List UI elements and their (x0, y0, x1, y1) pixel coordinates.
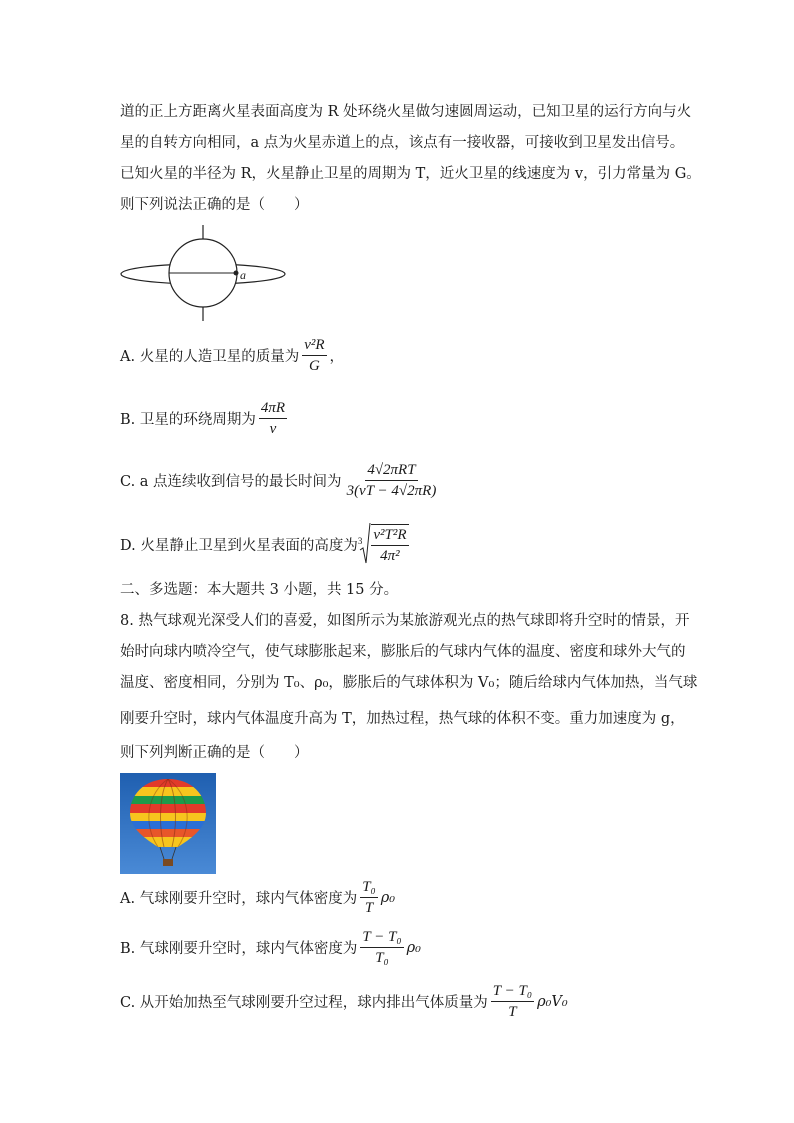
q7-option-a-tail: ， (329, 349, 345, 365)
fraction-numerator: 4πR (259, 399, 287, 419)
q8-option-c-fraction (491, 982, 534, 1021)
fraction-denominator: T₀ (375, 950, 389, 966)
q8-option-a-fraction (360, 878, 378, 917)
q8-option-c (120, 982, 568, 1021)
q8-option-b (120, 928, 421, 967)
mars-orbit-figure (115, 222, 295, 326)
q7-text-line-4: 则下列说法正确的是（ ） (120, 197, 309, 213)
q8-text-line-4: 刚要升空时，球内气体温度升高为 T，加热过程，热气球的体积不变。重力加速度为 g， (120, 711, 685, 727)
fraction-numerator: v²T²R (371, 526, 408, 546)
q8-option-c-text: C. 从开始加热至气球刚要升空过程，球内排出气体质量为 (120, 995, 488, 1011)
hot-air-balloon-image (120, 773, 216, 874)
q8-option-b-text: B. 气球刚要升空时，球内气体密度为 (120, 941, 358, 957)
q7-option-a-text: A. 火星的人造卫星的质量为 (120, 349, 300, 365)
q7-option-d-text: D. 火星静止卫星到火星表面的高度为 (120, 537, 358, 554)
section-title: 二、多选题：本大题共 3 小题，共 15 分。 (120, 582, 399, 598)
fraction-numerator: v²R (302, 336, 326, 356)
fraction-denominator: v (269, 421, 277, 437)
fraction-denominator: 4π² (380, 547, 400, 564)
q7-option-b-fraction (259, 399, 287, 438)
fraction-denominator: T (364, 900, 374, 916)
q8-option-b-tail: ρ₀ (406, 939, 421, 956)
fraction-denominator: 3(vT − 4√2πR) (346, 483, 437, 499)
fraction-numerator: T₀ (360, 878, 378, 898)
q7-option-d-fraction (371, 524, 408, 565)
q8-text-line-2: 始时向球内喷冷空气，使气球膨胀起来，膨胀后的气球内气体的温度、密度和球外大气的 (120, 644, 686, 660)
fraction-denominator: T (508, 1004, 517, 1020)
q7-option-d (120, 522, 412, 566)
cube-root (358, 522, 412, 566)
q7-text-line-3: 已知火星的半径为 R，火星静止卫星的周期为 T，近火卫星的线速度为 v，引力常量为 G。 (120, 166, 701, 182)
q8-option-a-text: A. 气球刚要升空时，球内气体密度为 (120, 891, 358, 907)
fraction-numerator: T − T₀ (360, 928, 403, 948)
fraction-numerator: 4√2πRT (365, 461, 417, 481)
q8-option-a (120, 878, 395, 917)
q7-text-line-2: 星的自转方向相同，a 点为火星赤道上的点，该点有一接收器，可接收到卫星发出信号。 (120, 135, 685, 151)
q8-option-b-fraction (360, 928, 403, 967)
q7-option-c-fraction (345, 461, 439, 500)
fraction-numerator: T − T₀ (491, 982, 534, 1002)
q8-option-a-tail: ρ₀ (380, 889, 396, 906)
q7-option-c-text: C. a 点连续收到信号的最长时间为 (120, 474, 342, 490)
point-a-label: a (240, 268, 246, 282)
q8-text-line-1: 8. 热气球观光深受人们的喜爱，如图所示为某旅游观光点的热气球即将升空时的情景，开 (120, 613, 690, 629)
q8-text-line-3: 温度、密度相同，分别为 T₀、ρ₀，膨胀后的气球体积为 V₀；随后给球内气体加热，当气球 (120, 675, 698, 691)
q7-option-b-text: B. 卫星的环绕周期为 (120, 412, 256, 428)
point-a-marker (234, 271, 239, 276)
q8-text-line-5: 则下列判断正确的是（ ） (120, 745, 309, 761)
q7-option-b (120, 399, 290, 438)
q7-option-a-fraction (302, 336, 326, 375)
fraction-denominator: G (308, 358, 320, 374)
q8-option-c-tail: ρ₀V₀ (537, 993, 568, 1010)
radical-sign-icon (359, 522, 371, 566)
q7-option-a (120, 336, 344, 375)
q7-option-c (120, 461, 441, 500)
q7-text-line-1: 道的正上方距离火星表面高度为 R 处环绕火星做匀速圆周运动，已知卫星的运行方向与火 (120, 104, 692, 120)
root-index: 3 (357, 536, 363, 546)
